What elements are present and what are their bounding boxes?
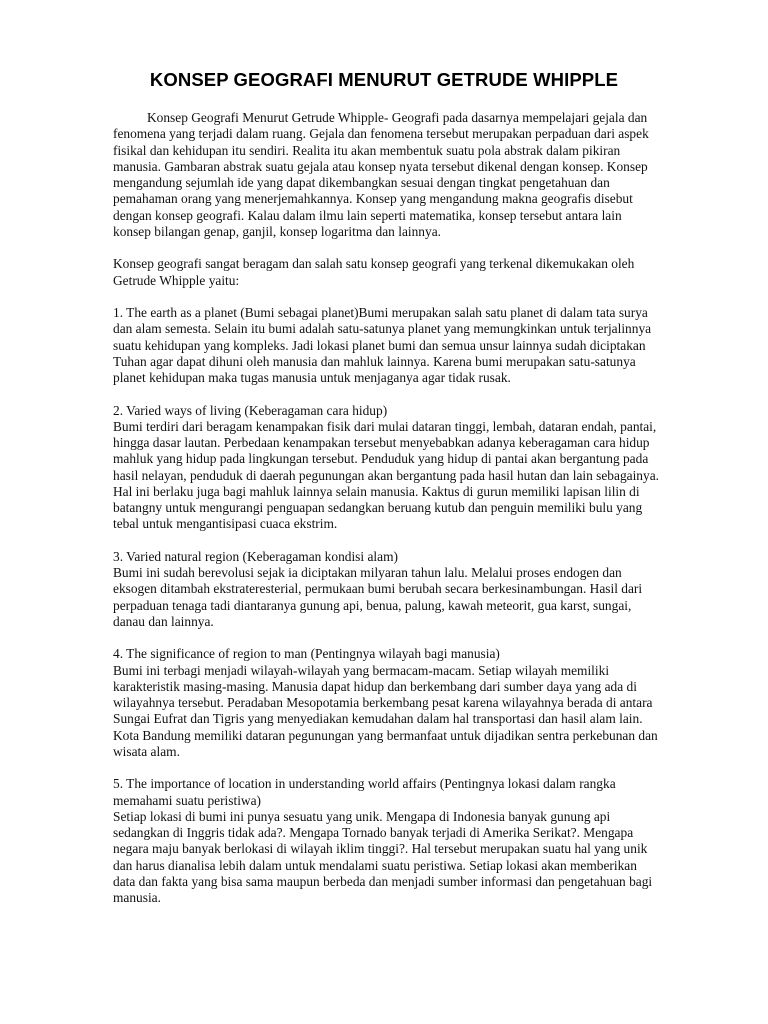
section-3 <box>113 549 661 630</box>
section-5-heading: 5. The importance of location in understanding world affairs (Pentingnya lokasi dalam rangka memahami suatu peristiwa) <box>113 776 616 808</box>
document-body <box>113 110 661 923</box>
section-3-text: Bumi ini sudah berevolusi sejak ia diciptakan milyaran tahun lalu. Melalui proses endogen dan eksogen ditambah ekstrateresterial, permukaan bumi berubah secara berkesinambungan. Hasil dari perpaduan tenaga tadi diantaranya gunung api, benua, palung, kawah meteorit, gua karst, sungai, danau dan lainnya. <box>113 565 643 629</box>
section-3-heading: 3. Varied natural region (Keberagaman kondisi alam) <box>113 548 398 564</box>
section-2 <box>113 403 661 533</box>
section-5 <box>113 776 661 906</box>
section-1-text: Bumi merupakan salah satu planet di dalam tata surya dan alam semesta. Selain itu bumi adalah satu-satunya planet yang memungkinkan untuk terjalinnya suatu kehidupan yang kompleks. Jadi lokasi planet bumi dan semua unsur lainnya sudah diciptakan Tuhan agar dapat dihuni oleh manusia dan mahluk lainnya. Karena bumi merupakan satu-satunya planet kehidupan maka tugas manusia untuk menjaganya agar tidak rusak. <box>113 305 652 385</box>
intro-paragraph: Konsep Geografi Menurut Getrude Whipple- Geografi pada dasarnya mempelajari gejala dan fenomena yang terjadi dalam ruang. Gejala dan fenomena tersebut merupakan perpaduan dari aspek fisikal dan kehidupan itu sendiri. Realita itu akan membentuk suatu pola abstrak dalam pikiran manusia. Gambaran abstrak suatu gejala atau konsep nyata tersebut dikenal dengan konsep. Konsep mengandung sejumlah ide yang dapat dikembangkan sesuai dengan tingkat pengetahuan dan pemahaman orang yang menerjemahkannya. Konsep yang mengandung makna geografis disebut dengan konsep geografi. Kalau dalam ilmu lain seperti matematika, konsep tersebut antara lain konsep bilangan genap, ganjil, konsep logaritma dan lainnya. <box>113 110 649 239</box>
section-2-heading: 2. Varied ways of living (Keberagaman cara hidup) <box>113 402 388 418</box>
section-4-heading: 4. The significance of region to man (Pentingnya wilayah bagi manusia) <box>113 646 500 662</box>
section-5-text: Setiap lokasi di bumi ini punya sesuatu yang unik. Mengapa di Indonesia banyak gunung api sedangkan di Inggris tidak ada?. Mengapa Tornado banyak terjadi di Amerika Serikat?. Mengapa negara maju banyak berlokasi di wilayah iklim tinggi?. Hal tersebut merupakan suatu hal yang unik dan harus dianalisa lebih dalam untuk mendalami suatu peristiwa. Setiap lokasi akan memberikan data dan fakta yang bisa sama maupun berbeda dan menjadi sumber informasi dan pengetahuan bagi manusia. <box>113 808 653 905</box>
section-4-text: Bumi ini terbagi menjadi wilayah-wilayah yang bermacam-macam. Setiap wilayah memiliki karakteristik masing-masing. Manusia dapat hidup dan berkembang dari sumber daya yang ada di wilayahnya tersebut. Peradaban Mesopotamia berkembang pesat karena wilayahnya berada di antara Sungai Eufrat dan Tigris yang menyediakan kemudahan dalam hal transportasi dan hasil alam lain. Kota Bandung memiliki dataran pegunungan yang bermanfaat untuk dijadikan sentra perkebunan dan wisata alam. <box>113 662 658 759</box>
section-1-heading: 1. The earth as a planet (Bumi sebagai planet) <box>113 305 359 320</box>
document-title: KONSEP GEOGRAFI MENURUT GETRUDE WHIPPLE <box>149 69 619 90</box>
lead-paragraph: Konsep geografi sangat beragam dan salah satu konsep geografi yang terkenal dikemukakan oleh Getrude Whipple yaitu: <box>113 256 635 288</box>
section-1 <box>113 305 661 386</box>
section-2-text: Bumi terdiri dari beragam kenampakan fisik dari mulai dataran tinggi, lembah, dataran endah, pantai, hingga dasar lautan. Perbedaan kenampakan tersebut menyebabkan adanya keberagaman cara hidup mahluk yang hidup pada lingkungan tersebut. Penduduk yang hidup di pantai akan bergantung pada hasil nelayan, penduduk di daerah pegunungan akan bergantung pada hasil hutan dan lain sebagainya. Hal ini berlaku juga bagi mahluk lainnya selain manusia. Kaktus di gurun memiliki lapisan lilin di batangny untuk mengurangi penguapan sedangkan beruang kutub dan penguin memiliki bulu yang tebal untuk mengantisipasi cuaca ekstrim. <box>113 418 659 532</box>
section-4 <box>113 646 661 760</box>
